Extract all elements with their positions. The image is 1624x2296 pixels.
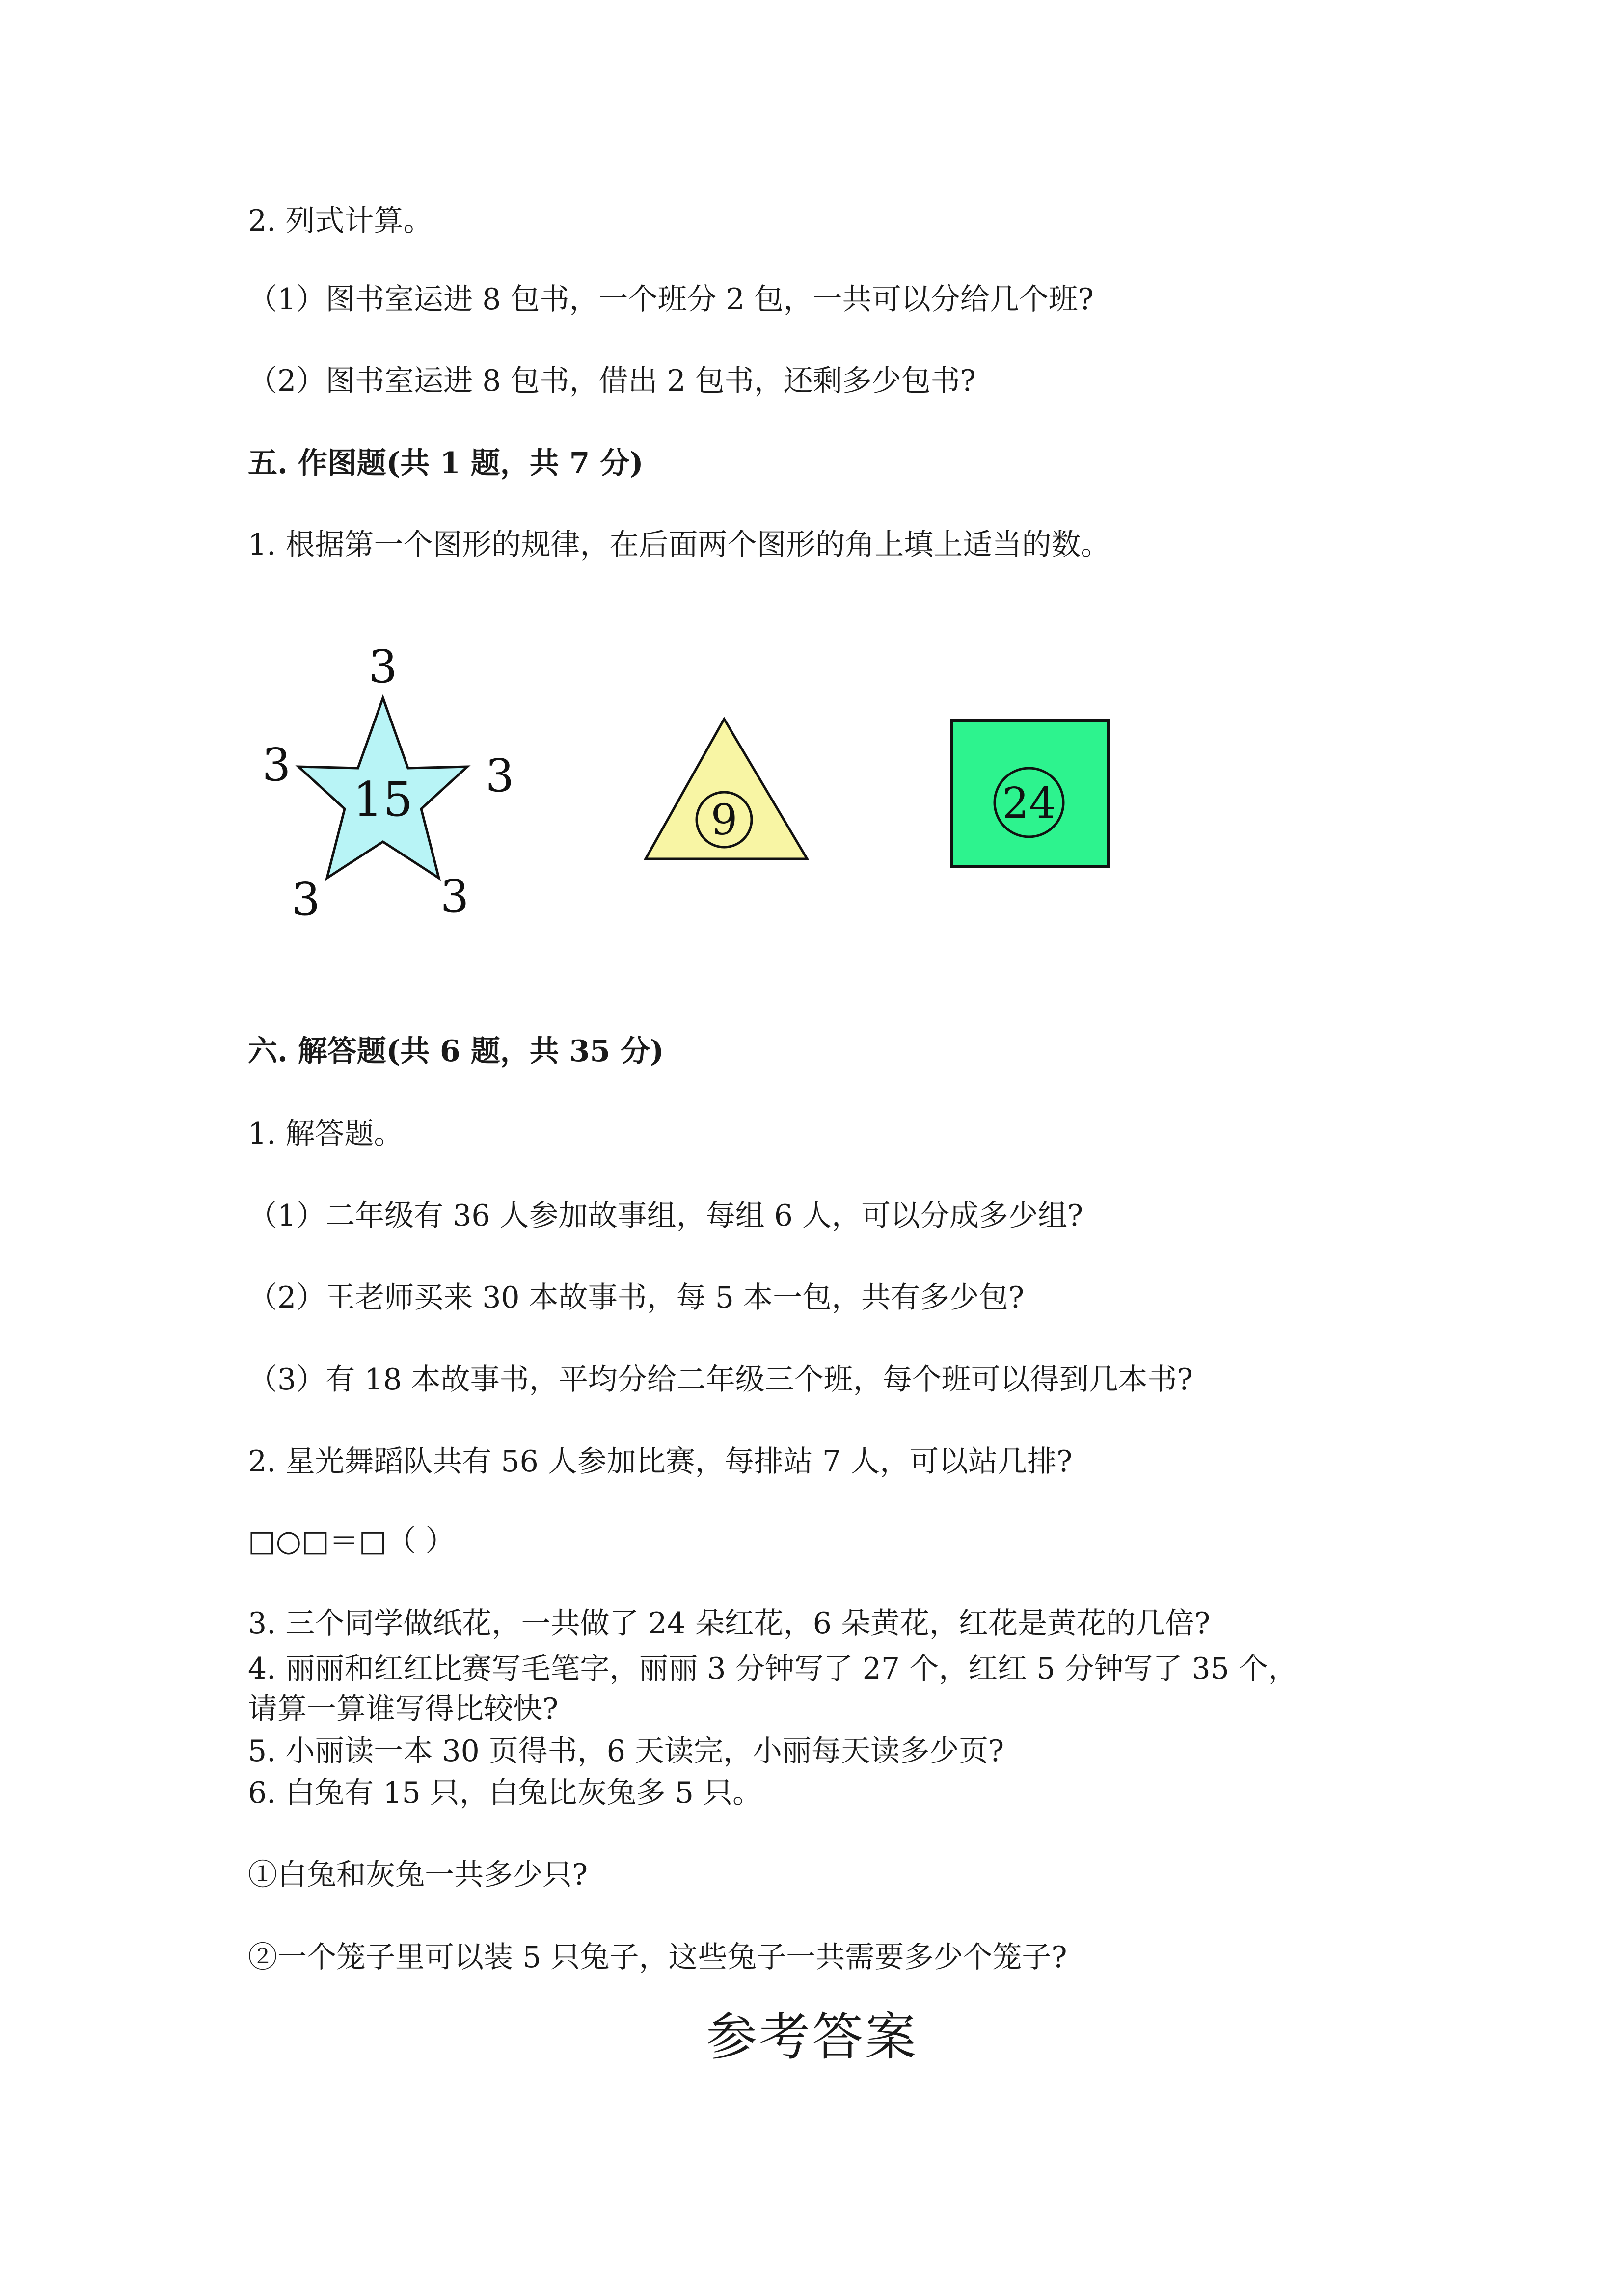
triangle-center-number: 9 <box>710 796 738 845</box>
question-6-6-part-2: ②一个笼子里可以装 5 只兔子，这些兔子一共需要多少个笼子? <box>248 1940 1067 1975</box>
question-6-1-title: 1. 解答题。 <box>248 1117 404 1151</box>
question-6-6: 6. 白兔有 15 只，白兔比灰兔多 5 只。 <box>248 1776 762 1810</box>
square-center-number: 24 <box>1002 779 1056 828</box>
question-6-1-part-3: （3）有 18 本故事书，平均分给二年级三个班，每个班可以得到几本书? <box>248 1362 1193 1397</box>
question-6-6-part-1: ①白兔和灰兔一共多少只? <box>248 1858 588 1892</box>
star-corner-bottom-left: 3 <box>291 873 321 926</box>
star-figure <box>262 641 514 926</box>
question-5-1: 1. 根据第一个图形的规律，在后面两个图形的角上填上适当的数。 <box>248 528 1110 562</box>
star-corner-bottom-right: 3 <box>440 870 469 923</box>
question-6-4-line-2: 请算一算谁写得比较快? <box>248 1692 559 1726</box>
answer-key-title: 参考答案 <box>705 2007 918 2067</box>
question-6-1-part-1: （1）二年级有 36 人参加故事组，每组 6 人，可以分成多少组? <box>248 1199 1083 1233</box>
question-6-5: 5. 小丽读一本 30 页得书，6 天读完，小丽每天读多少页? <box>248 1734 1004 1768</box>
question-6-3: 3. 三个同学做纸花，一共做了 24 朵红花，6 朵黄花，红花是黄花的几倍? <box>248 1606 1211 1641</box>
section-5-heading: 五. 作图题(共 1 题，共 7 分) <box>248 446 644 481</box>
star-center-number: 15 <box>352 772 413 827</box>
question-6-2-formula: □○□＝□（ ） <box>248 1524 455 1558</box>
shape-figures <box>216 633 1198 937</box>
section-6-heading: 六. 解答题(共 6 题，共 35 分) <box>248 1034 664 1068</box>
triangle-figure <box>646 719 807 859</box>
square-figure <box>952 721 1108 866</box>
star-corner-left: 3 <box>262 739 291 791</box>
question-4-2-part-1: （1）图书室运进 8 包书，一个班分 2 包，一共可以分给几个班? <box>248 282 1094 317</box>
star-corner-right: 3 <box>485 749 514 802</box>
star-corner-top: 3 <box>368 641 398 693</box>
question-6-2: 2. 星光舞蹈队共有 56 人参加比赛，每排站 7 人，可以站几排? <box>248 1444 1073 1479</box>
question-4-2-title: 2. 列式计算。 <box>248 204 433 238</box>
question-6-1-part-2: （2）王老师买来 30 本故事书，每 5 本一包，共有多少包? <box>248 1281 1025 1315</box>
question-4-2-part-2: （2）图书室运进 8 包书，借出 2 包书，还剩多少包书? <box>248 364 976 398</box>
question-6-4-line-1: 4. 丽丽和红红比赛写毛笔字，丽丽 3 分钟写了 27 个，红红 5 分钟写了 35 个， <box>248 1652 1298 1686</box>
